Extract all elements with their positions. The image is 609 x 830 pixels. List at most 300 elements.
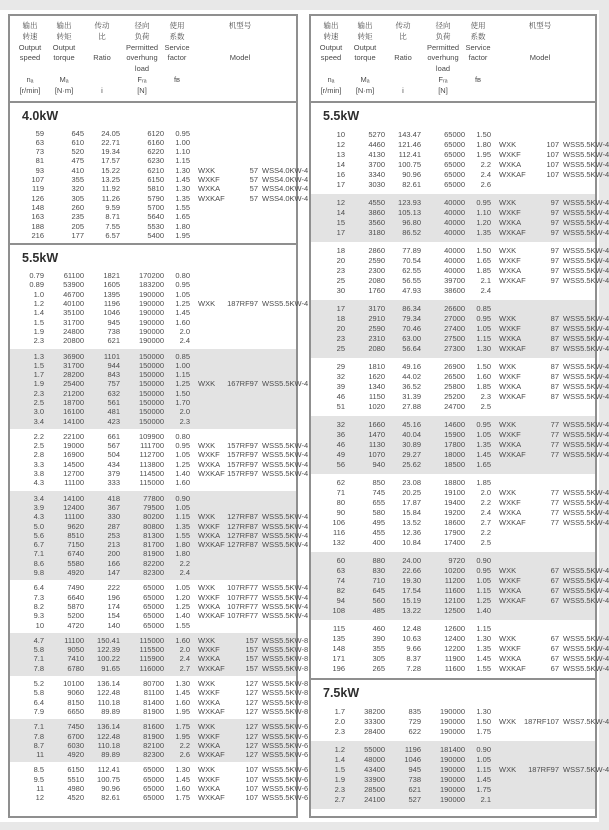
cell-output-speed: 10	[35, 620, 44, 630]
cell-model	[190, 722, 308, 731]
cell-output-speed: 94	[336, 595, 345, 605]
cell-overhung-load: 65000	[444, 139, 465, 149]
cell-overhung-load: 17900	[444, 527, 465, 537]
cell-overhung-load: 150000	[138, 398, 164, 407]
cell-model	[190, 611, 308, 620]
cell-overhung-load: 18800	[444, 477, 465, 487]
model-spec: WSS5.5KW-4	[262, 592, 309, 602]
cell-model	[190, 184, 308, 193]
model-size: 127RF87	[227, 512, 258, 522]
cell-output-speed: 12	[35, 793, 44, 803]
cell-ratio: 434	[107, 459, 120, 469]
cell-model	[190, 212, 290, 221]
model-spec: WSS5.5KW-6	[262, 765, 309, 775]
cell-service-factor: 1.05	[476, 429, 491, 439]
cell-service-factor: 0.90	[175, 493, 190, 503]
model-series: WXK	[499, 716, 517, 726]
cell-service-factor: 1.35	[175, 521, 190, 531]
cell-service-factor: 1.15	[175, 156, 190, 166]
cell-output-speed: 163	[31, 212, 44, 222]
model-size: 67	[550, 595, 559, 605]
cell-service-factor: 1.85	[476, 381, 491, 391]
cell-output-torque: 7450	[67, 722, 84, 732]
table-row	[16, 459, 309, 469]
cell-output-torque: 260	[71, 202, 84, 212]
header-line	[385, 43, 421, 54]
cell-service-factor: 1.95	[476, 149, 491, 159]
header-line	[190, 75, 290, 86]
table-row	[317, 275, 609, 286]
cell-output-torque: 16900	[63, 450, 84, 460]
cell-output-torque: 9050	[67, 645, 84, 655]
cell-overhung-load: 82300	[143, 750, 164, 760]
cell-output-torque: 1470	[368, 429, 385, 439]
model-series: WXKA	[499, 585, 522, 595]
cell-output-speed: 2.3	[334, 726, 345, 736]
model-spec: WSS5.5KW-4	[262, 299, 309, 309]
header-line: 输出	[357, 21, 373, 30]
cell-output-speed: 1.2	[33, 299, 44, 309]
table-row	[16, 645, 309, 655]
table-row	[317, 727, 589, 737]
model-series: WXKF	[198, 645, 220, 655]
cell-service-factor: 1.40	[476, 605, 491, 615]
cell-service-factor: 0.95	[476, 419, 491, 429]
cell-output-torque: 880	[372, 555, 385, 565]
cell-output-speed: 3.3	[33, 459, 44, 469]
model-series: WXK	[198, 635, 216, 645]
cell-output-speed: 119	[32, 184, 44, 194]
table-row	[317, 764, 609, 775]
table-row	[16, 203, 290, 212]
cell-output-torque: 28200	[63, 370, 84, 380]
model-size: 87	[550, 371, 559, 381]
cell-model	[190, 698, 308, 707]
cell-output-torque: 7410	[67, 654, 84, 664]
cell-model	[190, 138, 290, 147]
cell-model	[491, 478, 589, 488]
cell-model	[491, 775, 589, 785]
cell-model	[190, 540, 308, 549]
model-spec: WSS5.5KW-4	[262, 611, 309, 621]
cell-overhung-load: 27400	[444, 323, 465, 333]
cell-output-speed: 7.8	[33, 663, 44, 673]
cell-model	[190, 503, 290, 512]
cell-output-speed: 7.1	[33, 549, 44, 559]
model-spec: WSS5.5KW-4	[563, 275, 609, 285]
cell-output-speed: 63	[336, 565, 345, 575]
cell-service-factor: 1.60	[175, 635, 190, 645]
header-line	[385, 75, 421, 86]
cell-ratio: 12.48	[402, 623, 421, 633]
header-line: Fᵣₐ	[438, 74, 448, 84]
cell-model	[491, 304, 589, 314]
cell-model	[190, 460, 308, 469]
header-line: Permitted	[125, 42, 159, 52]
model-series: WXK	[499, 764, 517, 774]
model-series: WXK	[499, 313, 517, 323]
cell-overhung-load: 40000	[444, 265, 465, 275]
cell-overhung-load: 82200	[143, 558, 164, 568]
model-series: WXK	[499, 565, 517, 575]
cell-ratio: 121.46	[398, 139, 421, 149]
cell-overhung-load: 6120	[147, 128, 164, 138]
model-size: 107	[245, 793, 258, 803]
cell-ratio: 8.37	[406, 653, 421, 663]
model-spec: WSS5.5KW-6	[262, 793, 309, 803]
cell-model	[491, 256, 609, 266]
spec-group	[311, 416, 609, 474]
model-size: 97	[550, 217, 559, 227]
header-line: 径向	[134, 21, 150, 30]
cell-service-factor: 1.20	[175, 592, 190, 602]
cell-output-speed: 1.2	[334, 744, 345, 754]
model-spec: WSS5.5KW-4	[563, 595, 609, 605]
model-size: 87	[550, 313, 559, 323]
cell-output-torque: 2310	[368, 333, 385, 343]
cell-output-torque: 4130	[368, 149, 385, 159]
cell-output-torque: 560	[372, 595, 385, 605]
model-size: 77	[550, 497, 559, 507]
cell-output-speed: 11	[36, 750, 44, 760]
cell-overhung-load: 81900	[143, 706, 164, 716]
table-row	[317, 795, 589, 805]
cell-model	[190, 765, 308, 774]
cell-ratio: 89.89	[101, 750, 120, 760]
cell-overhung-load: 65000	[143, 583, 164, 593]
cell-ratio: 22.66	[402, 565, 421, 575]
cell-overhung-load: 65000	[444, 169, 465, 179]
table-row	[16, 327, 290, 336]
cell-model	[491, 402, 589, 412]
table-row	[317, 633, 609, 644]
cell-output-speed: 116	[333, 527, 345, 537]
model-series: WXKF	[198, 731, 220, 741]
header-line: i	[101, 85, 103, 95]
cell-model	[190, 679, 308, 688]
cell-overhung-load: 25800	[444, 381, 465, 391]
cell-output-speed: 4.7	[33, 635, 44, 645]
cell-overhung-load: 38600	[444, 285, 465, 295]
cell-output-torque: 305	[71, 193, 84, 203]
cell-overhung-load: 11900	[444, 653, 465, 663]
model-series: WXK	[499, 245, 517, 255]
header-line: Permitted	[426, 42, 460, 52]
header-line	[190, 32, 290, 43]
cell-output-speed: 11	[36, 783, 44, 793]
cell-ratio: 15.22	[101, 165, 120, 175]
cell-output-torque: 3030	[368, 179, 385, 189]
cell-model	[190, 494, 290, 503]
cell-ratio: 379	[107, 469, 120, 479]
table-row	[16, 679, 309, 689]
model-spec: WSS5.5KW-4	[262, 530, 309, 540]
cell-overhung-load: 40000	[444, 255, 465, 265]
cell-ratio: 122.48	[97, 688, 120, 698]
header-col-1	[16, 21, 44, 97]
table-row	[317, 197, 609, 208]
cell-overhung-load: 12100	[444, 595, 465, 605]
cell-ratio: 150.41	[97, 635, 120, 645]
cell-service-factor: 1.05	[476, 323, 491, 333]
cell-overhung-load: 65000	[143, 601, 164, 611]
cell-output-torque: 3170	[368, 303, 385, 313]
cell-overhung-load: 80800	[143, 521, 164, 531]
model-series: WXK	[198, 379, 216, 389]
model-spec: WSS5.5KW-4	[563, 517, 609, 527]
header-line: Service	[465, 42, 491, 52]
table-row	[317, 775, 589, 785]
cell-ratio: 140	[107, 620, 120, 630]
cell-model	[491, 372, 609, 382]
cell-output-speed: 9.3	[33, 611, 44, 621]
model-size: 127RF87	[227, 521, 258, 531]
cell-overhung-load: 190000	[439, 784, 465, 794]
cell-output-speed: 39	[336, 381, 345, 391]
table-row	[16, 793, 309, 803]
cell-ratio: 23.08	[402, 477, 421, 487]
header-line: Output	[319, 42, 343, 52]
cell-output-speed: 25	[336, 275, 345, 285]
cell-overhung-load: 190000	[138, 326, 164, 336]
cell-service-factor: 1.85	[476, 265, 491, 275]
header-line: [N]	[438, 85, 448, 95]
cell-model	[491, 488, 609, 498]
cell-ratio: 20.25	[402, 487, 421, 497]
cell-model	[491, 198, 609, 208]
model-size: 107	[546, 149, 559, 159]
cell-service-factor: 1.35	[476, 227, 491, 237]
cell-overhung-load: 40000	[444, 197, 465, 207]
model-series: WXKA	[499, 653, 522, 663]
header-line: factor	[468, 53, 488, 63]
cell-overhung-load: 15900	[444, 429, 465, 439]
cell-output-speed: 51	[336, 401, 345, 411]
cell-output-torque: 4920	[67, 568, 84, 578]
cell-output-speed: 1.9	[334, 774, 345, 784]
table-row	[16, 478, 290, 487]
cell-overhung-load: 39700	[444, 275, 465, 285]
table-row	[16, 193, 309, 203]
cell-service-factor: 1.75	[476, 784, 491, 794]
cell-service-factor: 0.90	[476, 744, 491, 754]
cell-model	[190, 522, 308, 531]
cell-service-factor: 1.75	[175, 793, 190, 803]
model-spec: WSS5.5KW-4	[563, 323, 609, 333]
spec-section	[311, 103, 609, 678]
cell-overhung-load: 190000	[138, 308, 164, 318]
cell-overhung-load: 5640	[147, 212, 164, 222]
cell-model	[491, 785, 589, 795]
model-size: 77	[550, 429, 559, 439]
model-size: 97	[550, 275, 559, 285]
header-col-3	[385, 21, 421, 97]
cell-overhung-load: 190000	[439, 754, 465, 764]
cell-ratio: 738	[107, 326, 120, 336]
cell-output-speed: 12	[336, 139, 345, 149]
table-row	[16, 231, 290, 240]
model-series: WXKAF	[499, 169, 526, 179]
cell-output-torque: 9620	[67, 521, 84, 531]
cell-model	[190, 441, 308, 450]
cell-output-torque: 14100	[63, 493, 84, 503]
cell-output-speed: 14	[336, 207, 345, 217]
table-row	[16, 308, 290, 317]
cell-service-factor: 1.40	[175, 611, 190, 621]
cell-overhung-load: 81600	[143, 722, 164, 732]
cell-overhung-load: 11600	[444, 663, 465, 673]
cell-output-torque: 6650	[67, 706, 84, 716]
cell-output-torque: 6780	[67, 663, 84, 673]
table-row	[16, 765, 309, 775]
cell-output-torque: 2080	[368, 275, 385, 285]
model-series: WXKAF	[499, 391, 526, 401]
cell-service-factor: 1.05	[476, 754, 491, 764]
table-row	[16, 156, 290, 165]
cell-model	[190, 379, 308, 388]
model-series: WXKAF	[198, 469, 225, 479]
cell-overhung-load: 150000	[138, 370, 164, 380]
cell-output-speed: 196	[332, 663, 345, 673]
cell-output-torque: 8150	[67, 697, 84, 707]
cell-output-speed: 7.3	[33, 592, 44, 602]
cell-service-factor: 1.05	[175, 502, 190, 512]
cell-ratio: 561	[107, 398, 120, 407]
cell-service-factor: 1.10	[175, 147, 190, 157]
cell-output-speed: 1.4	[33, 308, 44, 318]
cell-ratio: 77.89	[402, 245, 421, 255]
cell-model	[190, 222, 290, 231]
header-line: 传动	[395, 21, 411, 30]
table-row	[16, 129, 290, 138]
cell-output-speed: 59	[35, 128, 44, 138]
cell-service-factor: 1.60	[175, 783, 190, 793]
header-line	[317, 64, 345, 75]
table-row	[16, 583, 309, 593]
cell-service-factor: 2.6	[179, 750, 190, 760]
cell-ratio: 1101	[103, 351, 120, 361]
table-row	[317, 304, 589, 314]
cell-output-torque: 35100	[63, 308, 84, 318]
spec-group	[10, 349, 309, 429]
model-series: WXKF	[198, 688, 220, 698]
cell-service-factor: 0.85	[175, 351, 190, 361]
cell-output-torque: 1020	[368, 401, 385, 411]
cell-service-factor: 1.30	[476, 633, 491, 643]
cell-ratio: 79.34	[402, 313, 421, 323]
table-row	[317, 313, 609, 324]
cell-output-torque: 850	[372, 477, 385, 487]
cell-service-factor: 1.35	[476, 439, 491, 449]
model-spec: WSS5.5KW-4	[563, 585, 609, 595]
cell-model	[190, 290, 290, 299]
cell-model	[190, 280, 290, 289]
cell-overhung-load: 190000	[439, 716, 465, 726]
header-line	[385, 64, 421, 75]
cell-overhung-load: 109900	[138, 431, 164, 441]
model-series: WXKAF	[499, 343, 526, 353]
table-row	[16, 184, 309, 194]
cell-ratio: 621	[408, 784, 421, 794]
cell-model	[491, 266, 609, 276]
model-size: 157RF97	[227, 469, 258, 479]
cell-ratio: 91.65	[101, 663, 120, 673]
cell-model	[491, 795, 589, 805]
table-row	[317, 707, 589, 717]
table-row	[317, 528, 589, 538]
cell-overhung-load: 190000	[439, 764, 465, 774]
cell-service-factor: 1.25	[175, 601, 190, 611]
cell-output-torque: 40100	[63, 299, 84, 309]
cell-service-factor: 1.60	[175, 697, 190, 707]
cell-ratio: 62.55	[402, 265, 421, 275]
cell-output-torque: 12400	[63, 502, 84, 512]
cell-output-speed: 25	[336, 343, 345, 353]
cell-output-speed: 10	[336, 129, 345, 139]
cell-overhung-load: 77800	[143, 493, 164, 503]
cell-model	[491, 654, 609, 664]
table-row	[317, 785, 589, 795]
table-row	[317, 429, 609, 440]
cell-ratio: 86.52	[402, 227, 421, 237]
cell-output-speed: 115	[333, 623, 345, 633]
cell-service-factor: 0.95	[175, 280, 190, 290]
model-spec: WSS5.5KW-8	[262, 697, 309, 707]
cell-model	[190, 559, 290, 568]
cell-output-torque: 1150	[368, 391, 385, 401]
model-size: 97	[550, 265, 559, 275]
cell-output-speed: 188	[31, 221, 44, 231]
cell-model	[491, 745, 589, 755]
cell-overhung-load: 190000	[138, 289, 164, 299]
header-col-3	[84, 21, 120, 97]
cell-service-factor: 1.30	[175, 679, 190, 689]
table-row	[16, 147, 290, 156]
cell-overhung-load: 111700	[140, 441, 164, 451]
model-spec: WSS5.5KW-4	[563, 653, 609, 663]
cell-output-torque: 475	[71, 156, 84, 166]
table-row	[317, 391, 609, 402]
model-spec: WSS5.5KW-4	[563, 207, 609, 217]
header-line: factor	[167, 53, 187, 63]
cell-service-factor: 1.05	[175, 450, 190, 460]
cell-ratio: 12.36	[402, 527, 421, 537]
cell-service-factor: 1.30	[175, 184, 190, 194]
model-series: WXKA	[198, 783, 221, 793]
cell-ratio: 287	[107, 521, 120, 531]
cell-model	[190, 175, 308, 184]
cell-model	[190, 432, 290, 441]
table-row	[317, 159, 609, 170]
cell-overhung-load: 190000	[439, 774, 465, 784]
model-size: 127	[245, 750, 258, 760]
model-series: WXKA	[198, 601, 221, 611]
cell-ratio: 29.27	[402, 449, 421, 459]
cell-model	[190, 361, 290, 370]
header-line: 系数	[169, 31, 185, 41]
table-row	[16, 530, 309, 540]
table-row	[16, 774, 309, 784]
header-line: 转速	[323, 31, 339, 41]
cell-output-torque: 5200	[67, 611, 84, 621]
cell-overhung-load: 190000	[439, 706, 465, 716]
header-line	[190, 43, 290, 54]
cell-overhung-load: 26600	[444, 303, 465, 313]
cell-output-speed: 9.5	[33, 774, 44, 784]
cell-overhung-load: 80200	[143, 512, 164, 522]
cell-output-speed: 2.3	[334, 784, 345, 794]
cell-ratio: 835	[408, 706, 421, 716]
